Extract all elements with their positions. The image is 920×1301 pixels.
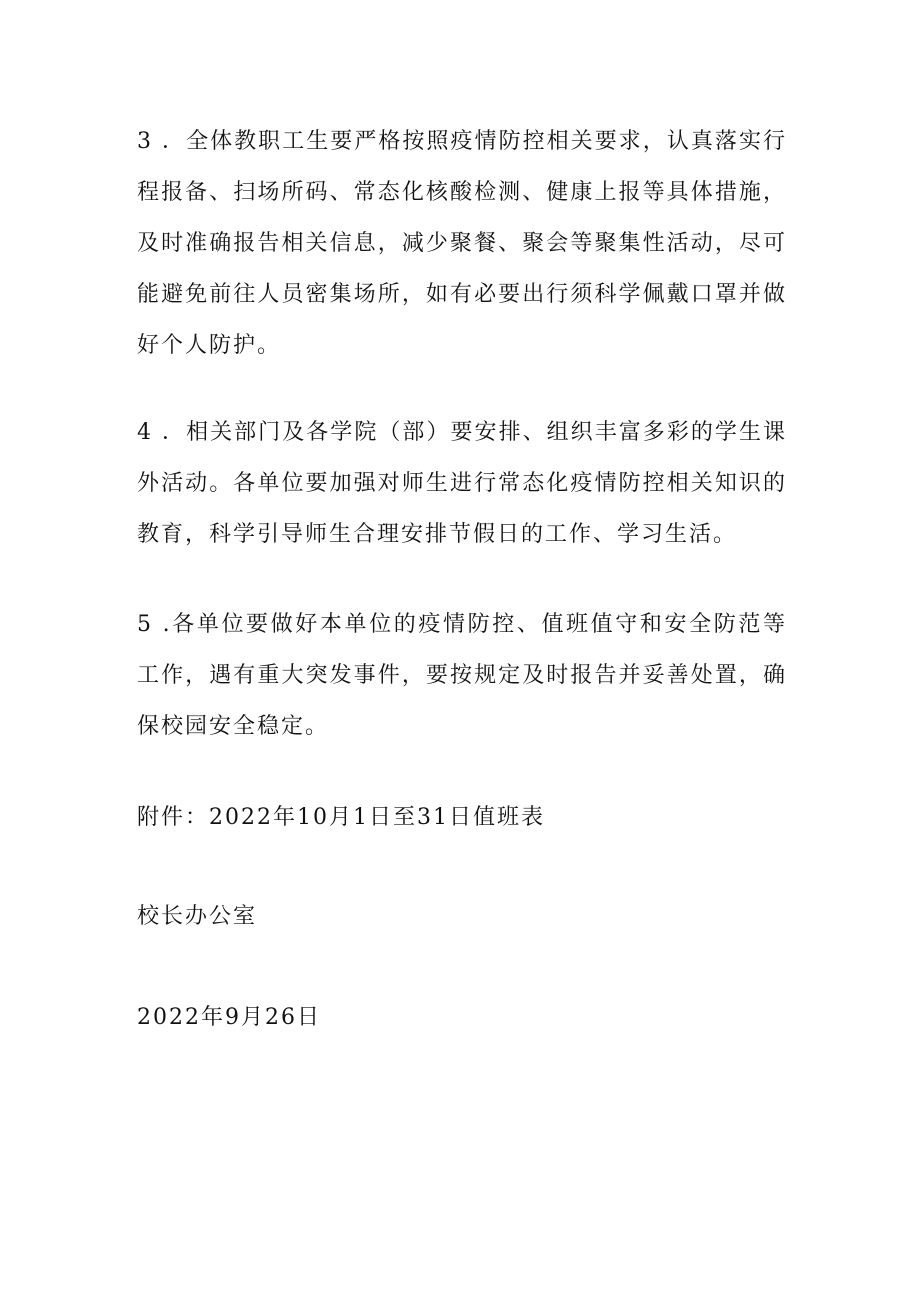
issuing-office: 校长办公室 (137, 904, 258, 929)
paragraph-item-3: 3 ．全体教职工生要严格按照疫情防控相关要求，认真落实行程报备、扫场所码、常态化核酸检测、健康上报等具体措施，及时准确报告相关信息，减少聚餐、聚会等聚集性活动，尽可能避免前往人员密集场所，如有必要出行须科学佩戴口罩并做好个人防护。 (137, 129, 787, 358)
paragraph-item-5: 5 .各单位要做好本单位的疫情防控、值班值守和安全防范等工作，遇有重大突发事件，要按规定及时报告并妥善处置，确保校园安全稳定。 (137, 612, 787, 739)
paragraph-item-4: 4 ．相关部门及各学院（部）要安排、组织丰富多彩的学生课外活动。各单位要加强对师生进行常态化疫情防控相关知识的教育，科学引导师生合理安排节假日的工作、学习生活。 (137, 420, 787, 547)
issue-date: 2022年9月26日 (137, 1005, 321, 1030)
attachment-line: 附件：2022年10月1日至31日值班表 (137, 805, 545, 830)
